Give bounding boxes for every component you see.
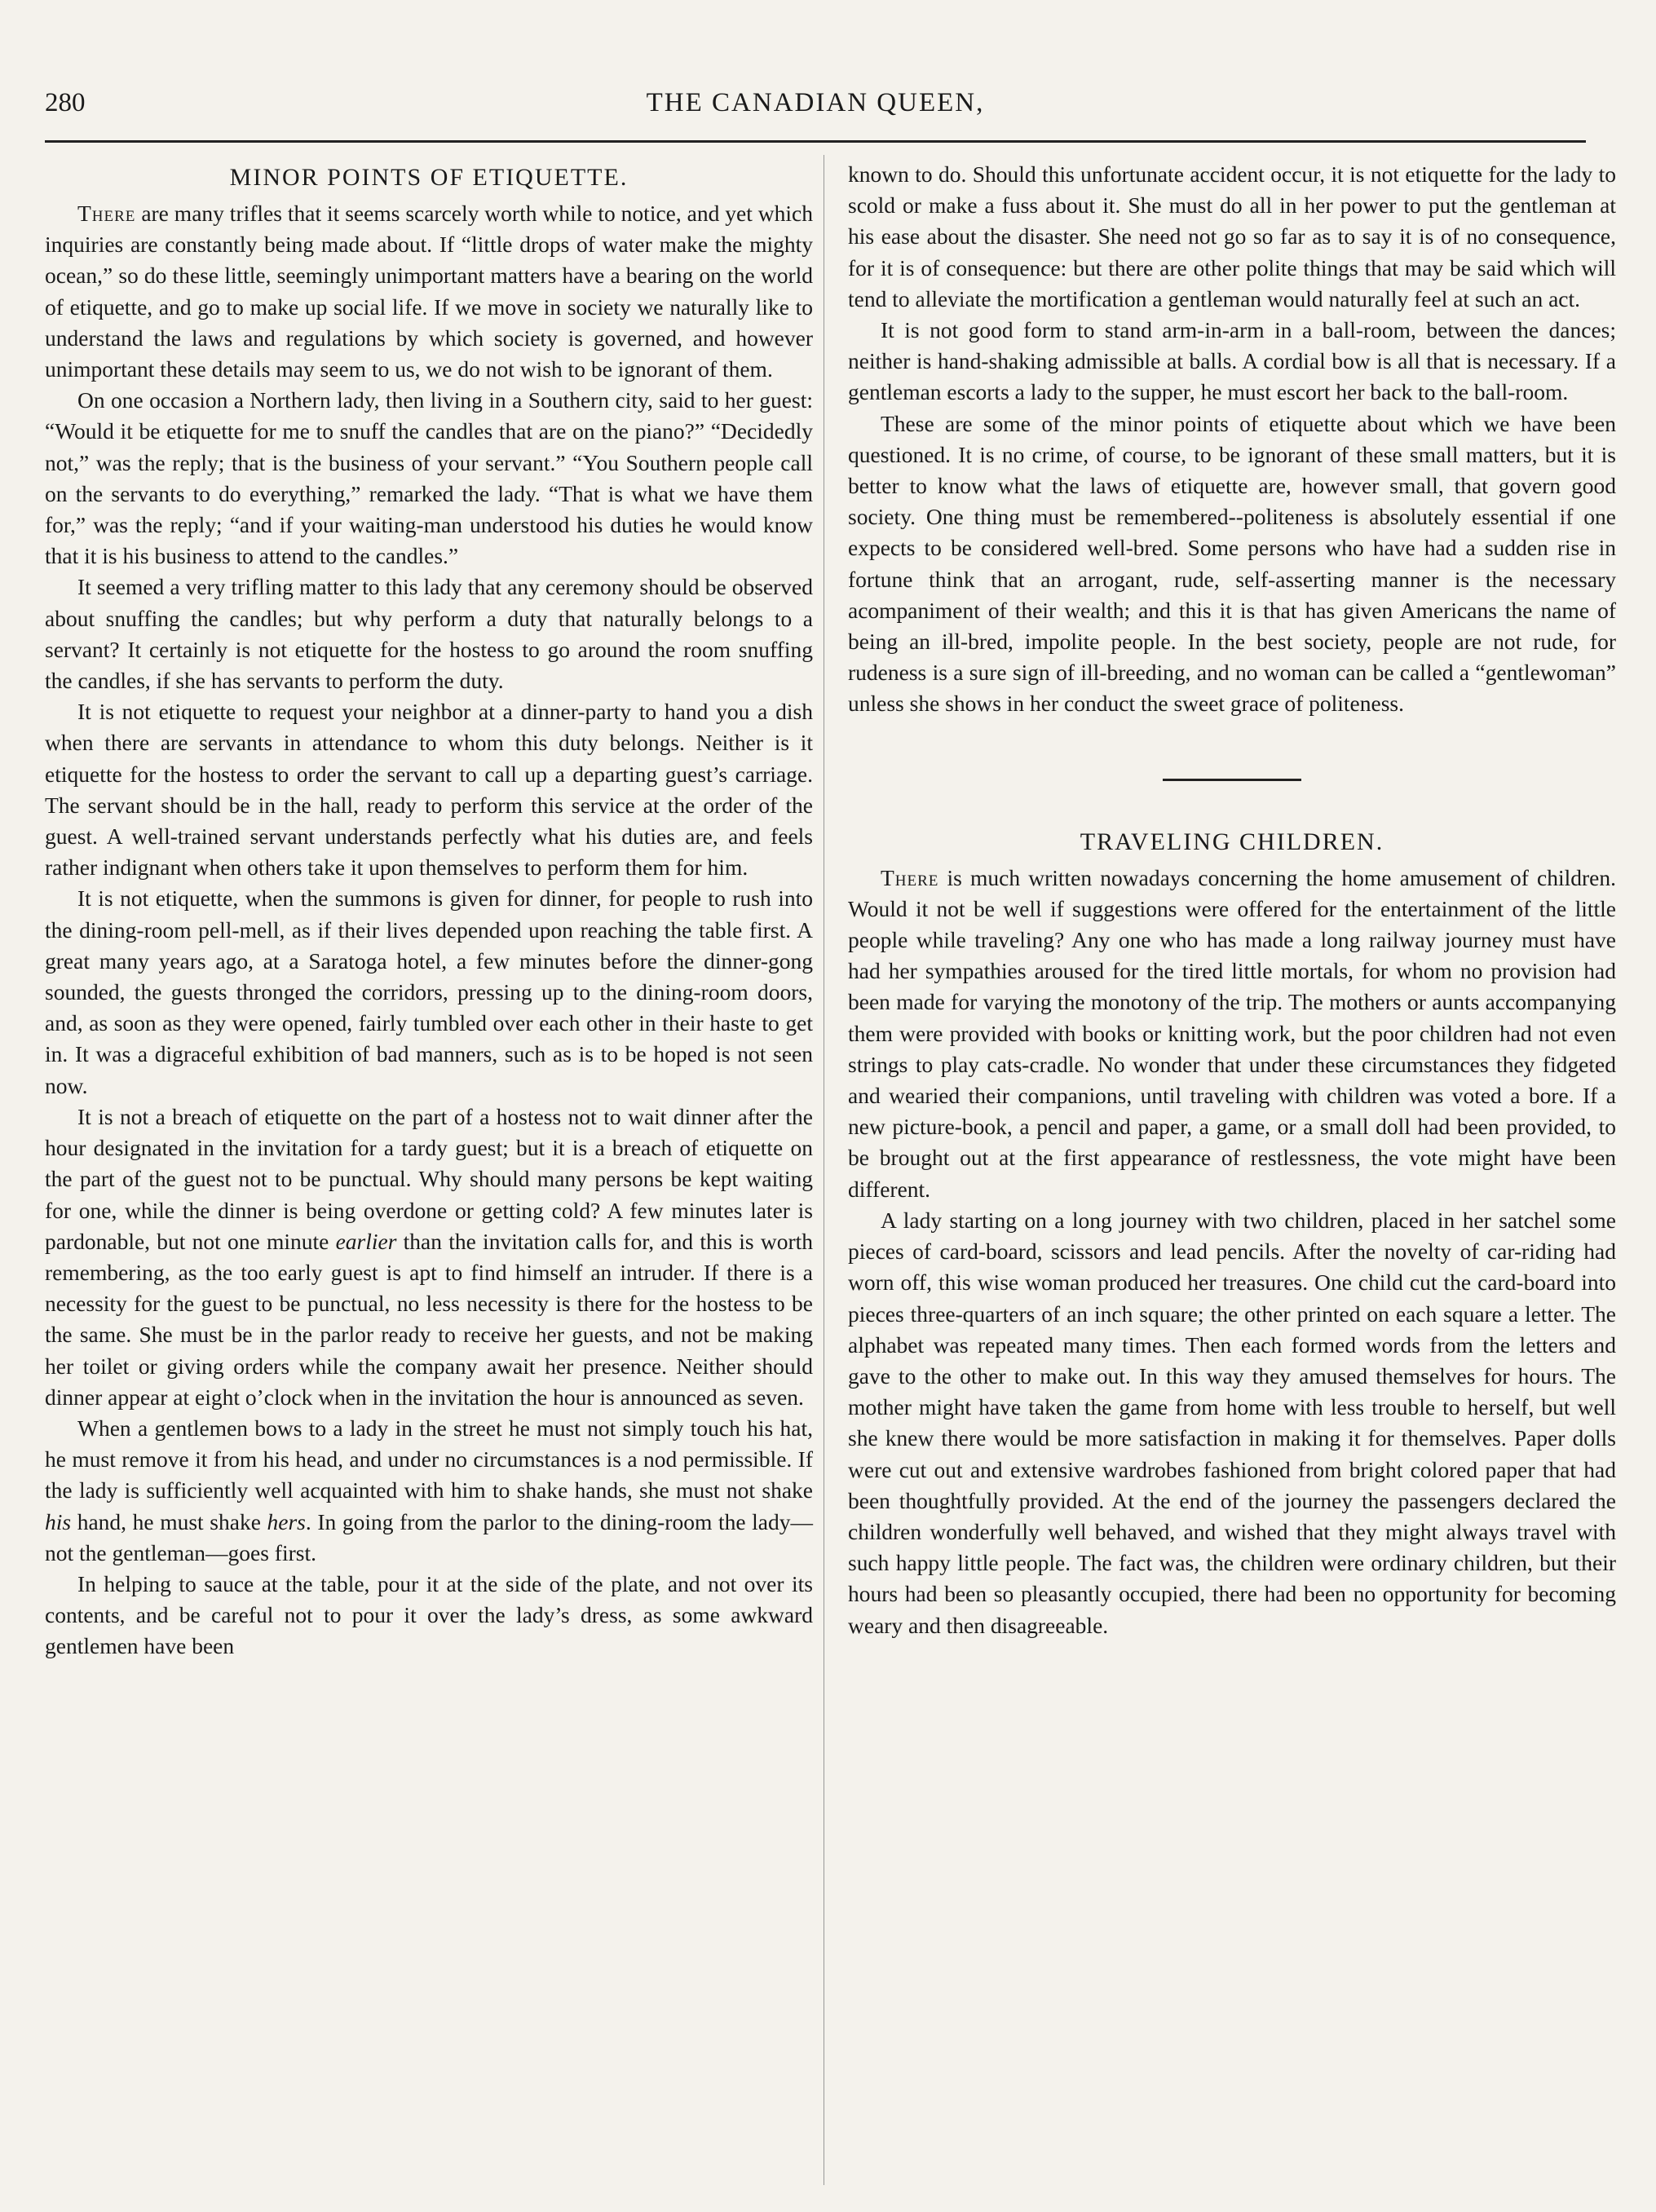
article-title-traveling-children: TRAVELING CHILDREN. <box>1080 828 1384 855</box>
paragraph <box>45 1102 813 1413</box>
paragraph-continued: known to do. Should this unfortunate accident occur, it is not etiquette for the lady to scold or make a fuss about it. She must do all in her power to put the gentleman at his ease about the disaster. She need not go so far as to say it is of no consequence, for it is of consequence: but there are other polite things that may be said which will tend to alleviate the mortification a gentleman would naturally feel at such an act. <box>848 161 1616 311</box>
paragraph: These are some of the minor points of etiquette about which we have been questioned. It is no crime, of course, to be ignorant of these small matters, but it is better to know what the laws of etiquette are, however small, that govern good society. One thing must be remembered--politeness is absolutely essential if one expects to be considered well-bred. Some persons who have had a sudden rise in fortune think that an arrogant, rude, self-asserting manner is the necessary acompaniment of their wealth; and this it is that has given Americans the name of being an ill-bred, impolite people. In the best society, people are not rude, for rudeness is a sure sign of ill-breeding, and no woman can be called a “gentlewoman” unless she shows in her conduct the sweet grace of politeness. <box>848 410 1616 717</box>
paragraph-text: When a gentlemen bows to a lady in the street he must not simply touch his hat, he must remove it from his head, and under no circumstances is a nod permissible. If the lady is sufficiently well acquainted with him to shake hands, she must not shake <box>45 1415 813 1503</box>
paragraph: A lady starting on a long journey with two children, placed in her satchel some pieces of card-board, scissors and lead pencils. After the novelty of car-riding had worn off, this wise woman produced her treasures. One child cut the card-board into pieces three-quarters of an inch square; the other printed on each square a letter. The alphabet was repeated many times. Then each formed words from the letters and gave to the other to make out. In this way they amused themselves for hours. The mother might have taken the game from home with less trouble to herself, but well she knew there would be more satisfaction in making it for themselves. Paper dolls were cut out and extensive wardrobes fashioned from bright colored paper that had been thoughtfully provided. At the end of the journey the passengers declared the children wonderfully well behaved, and wished that they might always travel with such happy little people. The fact was, the children were ordinary children, but their hours had been so pleasantly occupied, there had been no opportunity for becoming weary and then disagreeable. <box>848 1207 1616 1638</box>
paragraph-text: hand, he must shake <box>71 1508 267 1534</box>
left-column <box>45 159 813 1662</box>
emphasis: earlier <box>335 1228 397 1254</box>
paragraph <box>45 1413 813 1569</box>
emphasis: hers <box>267 1508 306 1534</box>
page-number: 280 <box>45 88 86 117</box>
paragraph: In helping to sauce at the table, pour it at the side of the plate, and not over its contents, and be careful not to pour it over the lady’s dress, as some awkward gentlemen have been <box>45 1570 813 1659</box>
running-title: THE CANADIAN QUEEN, <box>646 88 985 117</box>
paragraph <box>848 863 1616 1205</box>
article-title-etiquette: MINOR POINTS OF ETIQUETTE. <box>229 164 629 191</box>
section-divider <box>1163 779 1301 781</box>
paragraph-text: are many trifles that it seems scarcely worth while to notice, and yet which inquiries are constantly being made about. If “little drops of water make the mighty ocean,” so do these little, seemingly unimportant matters have a bearing on the world of etiquette, and go to make up social life. If we move in society we naturally like to understand the laws and regulations by which society is governed, and however unimportant these details may seem to us, we do not wish to be ignorant of them. <box>45 201 813 382</box>
paragraph: It is not etiquette to request your neighbor at a dinner-party to hand you a dish when there are servants in attendance to whom this duty belongs. Neither is it etiquette for the hostess to order the servant to call up a departing guest’s carriage. The servant should be in the hall, ready to perform this service at the order of the guest. A well-trained servant understands perfectly what his duties are, and feels rather indignant when others take it upon themselves to perform them for him. <box>45 699 813 881</box>
paragraph: On one occasion a Northern lady, then living in a Southern city, said to her guest: “Would it be etiquette for me to snuff the candles that are on the piano?” “Decidedly not,” was the reply; that is the business of your servant.” “You Southern people call on the servants to do everything,” remarked the lady. “That is what we have them for,” was the reply; “and if your waiting-man understood his duties he would know that it is his business to attend to the candles.” <box>45 387 813 569</box>
lead-word: There <box>881 864 939 890</box>
page-header <box>45 88 1586 137</box>
paragraph: It seemed a very trifling matter to this lady that any ceremony should be observed about snuffing the candles; but why perform a duty that naturally belongs to a servant? It certainly is not etiquette for the hostess to go around the room snuffing the candles, if she has servants to perform the duty. <box>45 574 813 694</box>
paragraph-text: . In going from the parlor to the dining-room the lady—not the gentleman—goes first. <box>45 1508 813 1565</box>
paragraph: It is not good form to stand arm-in-arm in a ball-room, between the dances; neither is hand-shaking admissible at balls. A cordial bow is all that is necessary. If a gentleman escorts a lady to the supper, he must escort her back to the ball-room. <box>848 317 1616 405</box>
paragraph-text: than the invitation calls for, and this is worth remembering, as the too early guest is apt to find himself an intruder. If there is a necessity for the guest to be punctual, no less necessity is there for the hostess to be the same. She must be in the parlor ready to receive her guests, and not be making her toilet or giving orders while the company await her presence. Neither should dinner appear at eight o’clock when in the invitation the hour is announced as seven. <box>45 1228 814 1410</box>
header-rule <box>45 140 1586 143</box>
emphasis: his <box>45 1508 72 1534</box>
paragraph: It is not etiquette, when the summons is given for dinner, for people to rush into the dining-room pell-mell, as if their lives depended upon reaching the table first. A great many years ago, at a Saratoga hotel, a few minutes before the dinner-gong sounded, the guests thronged the corridors, pressing up to the dining-room doors, and, as soon as they were opened, fairly tumbled over each other in their haste to get in. It was a digraceful exhibition of bad manners, such as is to be hoped is not seen now. <box>45 885 813 1098</box>
paragraph <box>45 198 813 385</box>
right-column <box>848 159 1616 1641</box>
paragraph-text: It is not a breach of etiquette on the part of a hostess not to wait dinner after the hour designated in the invitation for a tardy guest; but it is a breach of etiquette on the part of the guest not to be punctual. Why should many persons be kept waiting for one, while the dinner is being overdone or getting cold? A few minutes later is pardonable, but not one minute <box>45 1103 813 1254</box>
paragraph-text: is much written nowadays concerning the home amusement of children. Would it not be well if suggestions were offered for the entertainment of the little people while traveling? Any one who has made a long railway journey must have had her sympathies aroused for the tired little mortals, for whom no provision had been made for varying the monotony of the trip. The mothers or aunts accompanying them were provided with books or knitting work, but the poor children had not even strings to play cats-cradle. No wonder that under these circumstances they fidgeted and wearied their companions, until traveling with children was voted a bore. If a new picture-book, a pencil and paper, a game, or a small doll had been provided, to be brought out at the first appearance of restlessness, the vote might have been different. <box>848 864 1616 1202</box>
lead-word: There <box>77 201 136 226</box>
